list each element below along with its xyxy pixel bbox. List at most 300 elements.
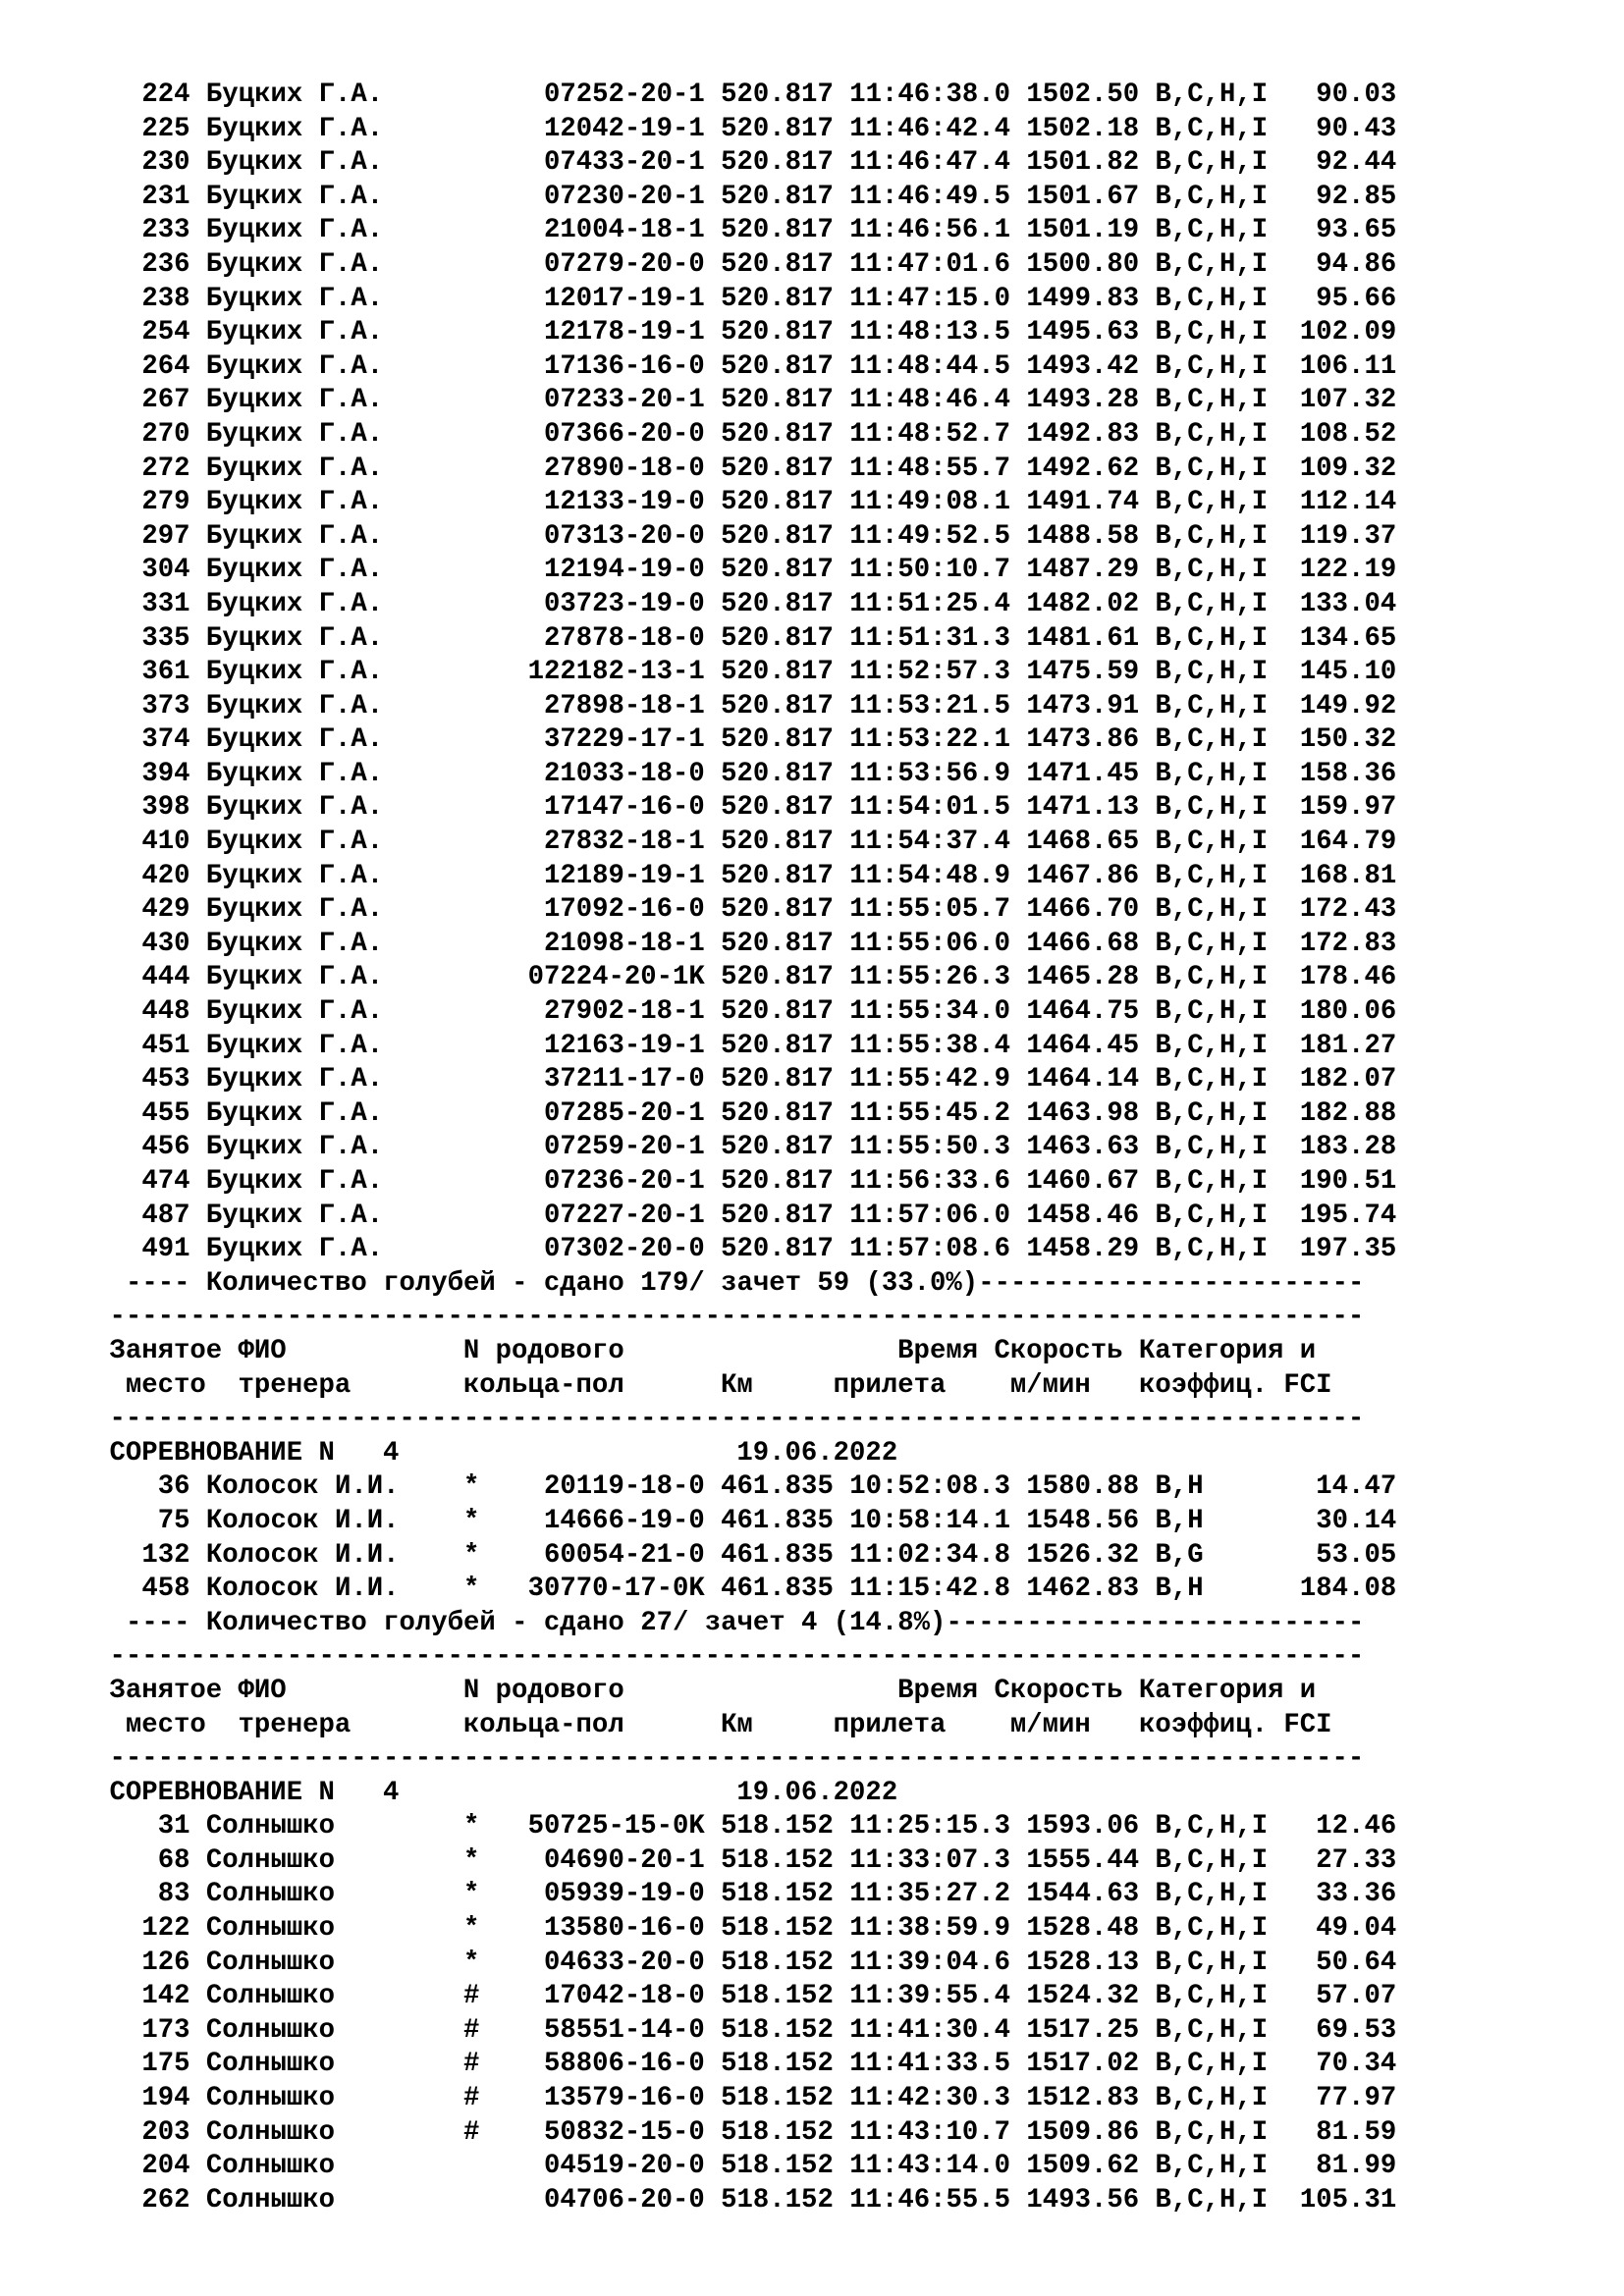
gap — [190, 657, 206, 687]
gap — [705, 147, 721, 178]
trainer-cell: Буцких Г.А. — [205, 1030, 464, 1061]
result-row — [126, 1470, 1598, 1505]
result-row — [126, 1573, 1598, 1607]
place-cell: 429 — [126, 894, 190, 926]
gap — [1139, 861, 1155, 891]
distance-cell: 518.152 — [721, 1981, 834, 2012]
gap — [190, 1913, 206, 1944]
gap — [1010, 792, 1026, 823]
dash: ------------------------------------------------------------------------------ — [109, 1641, 1365, 1673]
gap — [705, 861, 721, 891]
divider — [110, 1301, 1599, 1335]
distance-cell: 518.152 — [721, 2116, 834, 2148]
gap — [1139, 419, 1155, 450]
gap — [512, 2185, 527, 2216]
dash: ---- — [126, 1607, 206, 1638]
gap — [1010, 724, 1026, 755]
ring-cell: 21033-18-0 — [527, 758, 705, 789]
gap — [1268, 1710, 1283, 1740]
mark-cell — [463, 317, 512, 347]
arrival-time-cell: 11:43:10.7 — [849, 2116, 1011, 2148]
gap — [834, 1031, 849, 1061]
category-cell: B,C,H,I — [1155, 860, 1269, 891]
mark-cell — [463, 521, 512, 552]
col-km-header: Км — [688, 1369, 753, 1401]
result-row — [126, 146, 1598, 181]
gap — [1123, 1676, 1139, 1706]
gap — [1139, 521, 1155, 552]
gap — [1010, 1574, 1026, 1604]
arrival-time-cell: 11:47:15.0 — [849, 283, 1011, 314]
trainer-cell: Буцких Г.А. — [205, 113, 464, 144]
speed-cell: 1500.80 — [1026, 248, 1140, 280]
trainer-cell: Буцких Г.А. — [205, 453, 464, 484]
arrival-time-cell: 11:55:42.9 — [849, 1064, 1011, 1095]
speed-cell: 1462.83 — [1026, 1574, 1140, 1605]
col-trainer-header: ФИО — [238, 1335, 463, 1366]
speed-cell: 1524.32 — [1026, 1981, 1140, 2012]
gap — [512, 351, 527, 382]
mark-cell — [463, 657, 512, 687]
category-cell: B,C,H,I — [1155, 724, 1269, 756]
gap — [834, 114, 849, 144]
gap — [1010, 1913, 1026, 1944]
category-cell: B,C,H,I — [1155, 996, 1269, 1028]
coefficient-cell: 49.04 — [1268, 1913, 1397, 1945]
mark-cell — [463, 215, 512, 245]
arrival-time-cell: 11:41:30.4 — [849, 2014, 1011, 2046]
gap — [834, 657, 849, 687]
gap — [1010, 996, 1026, 1027]
category-cell: B,C,H,I — [1155, 827, 1269, 858]
trainer-cell: Колосок И.И. — [205, 1471, 464, 1503]
distance-cell: 518.152 — [721, 2184, 834, 2216]
gap — [834, 2015, 849, 2046]
place-cell: 335 — [126, 622, 190, 654]
gap — [1010, 182, 1026, 212]
distance-cell: 520.817 — [721, 80, 834, 110]
gap — [512, 929, 527, 959]
gap — [1139, 1471, 1155, 1502]
category-cell: B,C,H,I — [1155, 1879, 1269, 1910]
speed-cell: 1471.13 — [1026, 792, 1140, 824]
trainer-cell: Солнышко — [205, 2049, 464, 2080]
trainer-cell: Буцких Г.А. — [205, 928, 464, 959]
arrival-time-cell: 11:55:06.0 — [849, 928, 1011, 959]
gap — [1010, 215, 1026, 245]
category-cell: B,C,H,I — [1155, 1234, 1269, 1265]
place-cell: 458 — [126, 1574, 190, 1605]
gap — [705, 2083, 721, 2113]
coefficient-cell: 33.36 — [1268, 1879, 1397, 1910]
gap — [834, 2151, 849, 2181]
arrival-time-cell: 11:56:33.6 — [849, 1166, 1011, 1197]
arrival-time-cell: 11:39:55.4 — [849, 1981, 1011, 2012]
gap — [753, 1710, 834, 1740]
gap — [705, 1132, 721, 1162]
category-cell: B,C,H,I — [1155, 283, 1269, 314]
summary-text: Количество голубей - сдано 27/ зачет 4 (14.8%) — [205, 1607, 947, 1638]
coefficient-cell: 77.97 — [1268, 2083, 1397, 2114]
coefficient-cell: 30.14 — [1268, 1505, 1397, 1536]
mark-cell — [463, 996, 512, 1027]
gap — [705, 487, 721, 517]
col-ring-header-2: кольца-пол — [462, 1369, 689, 1401]
ring-cell: 07302-20-0 — [527, 1234, 705, 1265]
trainer-cell: Буцких Г.А. — [205, 418, 464, 450]
category-cell: B,C,H,I — [1155, 928, 1269, 959]
place-cell: 420 — [126, 860, 190, 891]
ring-cell: 12163-19-1 — [527, 1030, 705, 1061]
gap — [1139, 351, 1155, 382]
category-cell: B,C,H,I — [1155, 1200, 1269, 1231]
coefficient-cell: 69.53 — [1268, 2014, 1397, 2046]
gap — [834, 419, 849, 450]
gap — [834, 1913, 849, 1944]
trainer-cell: Солнышко — [205, 2151, 464, 2182]
result-row — [126, 350, 1598, 385]
gap — [705, 1981, 721, 2011]
coefficient-cell: 12.46 — [1268, 1811, 1397, 1842]
gap — [190, 894, 206, 925]
category-cell: B,C,H,I — [1155, 113, 1269, 144]
result-row — [126, 1539, 1598, 1574]
summary-line — [126, 1607, 1598, 1641]
ring-cell: 07227-20-1 — [527, 1200, 705, 1231]
trainer-cell: Солнышко — [205, 1879, 464, 1910]
col-category-header: Категория и — [1138, 1335, 1317, 1366]
gap — [512, 1948, 527, 1978]
speed-cell: 1463.63 — [1026, 1132, 1140, 1163]
trainer-cell: Буцких Г.А. — [205, 181, 464, 212]
coefficient-cell: 190.51 — [1268, 1166, 1397, 1197]
gap — [834, 317, 849, 347]
gap — [1010, 1879, 1026, 1909]
result-row — [126, 1233, 1598, 1267]
gap — [834, 1948, 849, 1978]
place-cell: 455 — [126, 1097, 190, 1129]
gap — [512, 759, 527, 789]
coefficient-cell: 197.35 — [1268, 1234, 1397, 1265]
mark-cell: * — [463, 1471, 513, 1503]
gap — [512, 147, 527, 178]
gap — [834, 861, 849, 891]
distance-cell: 518.152 — [721, 2083, 834, 2114]
result-row — [126, 860, 1598, 894]
gap — [1139, 1845, 1155, 1876]
place-cell: 142 — [126, 1981, 190, 2012]
mark-cell — [463, 249, 512, 280]
gap — [705, 691, 721, 721]
coefficient-cell: 168.81 — [1268, 860, 1397, 891]
gap — [512, 1845, 527, 1876]
speed-cell: 1468.65 — [1026, 827, 1140, 858]
gap — [190, 759, 206, 789]
place-cell: 279 — [126, 487, 190, 518]
coefficient-cell: 93.65 — [1268, 215, 1397, 246]
gap — [1139, 929, 1155, 959]
coefficient-cell: 27.33 — [1268, 1844, 1397, 1876]
result-row — [126, 1810, 1598, 1844]
result-row — [126, 1980, 1598, 2014]
place-cell: 68 — [126, 1844, 190, 1876]
gap — [1010, 1098, 1026, 1129]
gap — [834, 929, 849, 959]
category-cell: B,C,H,I — [1155, 894, 1269, 926]
speed-cell: 1466.70 — [1026, 894, 1140, 926]
result-row — [126, 316, 1598, 350]
trainer-cell: Буцких Г.А. — [205, 215, 464, 246]
result-row — [126, 1165, 1598, 1200]
ring-cell: 04633-20-0 — [527, 1947, 705, 1978]
mark-cell — [463, 861, 512, 891]
place-cell: 231 — [126, 181, 190, 212]
trainer-cell: Солнышко — [205, 1981, 464, 2012]
speed-cell: 1464.75 — [1026, 996, 1140, 1028]
gap — [512, 182, 527, 212]
gap — [190, 249, 206, 280]
distance-cell: 461.835 — [721, 1505, 834, 1536]
category-cell: B,C,H,I — [1155, 2014, 1269, 2046]
gap — [190, 284, 206, 314]
arrival-time-cell: 11:55:50.3 — [849, 1132, 1011, 1163]
speed-cell: 1499.83 — [1026, 283, 1140, 314]
gap — [705, 724, 721, 755]
gap — [190, 215, 206, 245]
result-row — [126, 2116, 1598, 2151]
gap — [1123, 1336, 1139, 1366]
gap — [512, 114, 527, 144]
trainer-cell: Буцких Г.А. — [205, 792, 464, 824]
place-cell: 304 — [126, 555, 190, 586]
gap — [190, 724, 206, 755]
dash: ------------------------------------------------------------------------------ — [109, 1302, 1365, 1333]
gap — [512, 1234, 527, 1264]
place-cell: 444 — [126, 962, 190, 993]
trainer-cell: Буцких Г.А. — [205, 520, 464, 552]
mark-cell — [463, 147, 512, 178]
gap — [1010, 385, 1026, 415]
arrival-time-cell: 11:33:07.3 — [849, 1844, 1011, 1876]
coefficient-cell: 178.46 — [1268, 962, 1397, 993]
speed-cell: 1465.28 — [1026, 962, 1140, 993]
gap — [705, 1201, 721, 1231]
mark-cell — [463, 827, 512, 857]
category-cell: B,C,H,I — [1155, 80, 1269, 110]
gap — [512, 2151, 527, 2181]
ring-cell: 12189-19-1 — [527, 860, 705, 891]
result-row — [126, 723, 1598, 758]
gap — [512, 385, 527, 415]
place-cell: 238 — [126, 283, 190, 314]
arrival-time-cell: 11:57:06.0 — [849, 1200, 1011, 1231]
gap — [705, 454, 721, 484]
ring-cell: 12133-19-0 — [527, 487, 705, 518]
category-cell: B,C,H,I — [1155, 1132, 1269, 1163]
result-row — [126, 181, 1598, 215]
speed-cell: 1528.48 — [1026, 1913, 1140, 1945]
gap — [1010, 1031, 1026, 1061]
gap — [1010, 2117, 1026, 2148]
arrival-time-cell: 11:53:56.9 — [849, 758, 1011, 789]
place-cell: 36 — [126, 1471, 190, 1503]
gap — [834, 454, 849, 484]
place-cell: 230 — [126, 147, 190, 179]
distance-cell: 520.817 — [721, 1097, 834, 1129]
mark-cell — [463, 114, 512, 144]
gap — [834, 2117, 849, 2148]
distance-cell: 518.152 — [721, 1879, 834, 1910]
trainer-cell: Солнышко — [205, 1913, 464, 1945]
trainer-cell: Буцких Г.А. — [205, 894, 464, 926]
ring-cell: 13579-16-0 — [527, 2083, 705, 2114]
speed-cell: 1555.44 — [1026, 1844, 1140, 1876]
ring-cell: 58551-14-0 — [527, 2014, 705, 2046]
place-cell: 487 — [126, 1200, 190, 1231]
gap — [1139, 1166, 1155, 1197]
speed-cell: 1487.29 — [1026, 555, 1140, 586]
gap — [512, 861, 527, 891]
place-cell: 254 — [126, 317, 190, 348]
gap — [834, 182, 849, 212]
ring-cell: 27890-18-0 — [527, 453, 705, 484]
trainer-cell: Буцких Г.А. — [205, 147, 464, 179]
distance-cell: 520.817 — [721, 385, 834, 416]
speed-cell: 1517.02 — [1026, 2049, 1140, 2080]
arrival-time-cell: 11:55:05.7 — [849, 894, 1011, 926]
gap — [512, 2083, 527, 2113]
distance-cell: 520.817 — [721, 248, 834, 280]
gap — [705, 182, 721, 212]
gap — [834, 2185, 849, 2216]
gap — [834, 1132, 849, 1162]
arrival-time-cell: 11:46:47.4 — [849, 147, 1011, 179]
gap — [512, 1506, 527, 1536]
category-cell: B,C,H,I — [1155, 2184, 1269, 2216]
col-coef-header: коэффиц. — [1138, 1709, 1268, 1740]
coefficient-cell: 108.52 — [1268, 418, 1397, 450]
result-row — [126, 2014, 1598, 2049]
gap — [1139, 249, 1155, 280]
gap — [190, 691, 206, 721]
category-cell: B,C,H,I — [1155, 520, 1269, 552]
gap — [190, 929, 206, 959]
arrival-time-cell: 11:57:08.6 — [849, 1234, 1011, 1265]
competition-label: СОРЕВНОВАНИЕ N — [109, 1437, 335, 1468]
distance-cell: 520.817 — [721, 894, 834, 926]
result-row — [126, 283, 1598, 317]
col-place-header-2: место — [109, 1369, 239, 1401]
category-cell: B,C,H,I — [1155, 962, 1269, 993]
gap — [512, 792, 527, 823]
gap — [1139, 1981, 1155, 2011]
ring-cell: 27878-18-0 — [527, 622, 705, 654]
result-row — [126, 1200, 1598, 1234]
gap — [834, 487, 849, 517]
category-cell: B,C,H,I — [1155, 1811, 1269, 1842]
mark-cell — [463, 929, 512, 959]
gap — [705, 114, 721, 144]
ring-cell: 04519-20-0 — [527, 2151, 705, 2182]
dash: -------------------------- — [946, 1607, 1365, 1638]
trainer-cell: Буцких Г.А. — [205, 487, 464, 518]
gap — [1010, 1506, 1026, 1536]
arrival-time-cell: 11:46:49.5 — [849, 181, 1011, 212]
place-cell: 122 — [126, 1913, 190, 1945]
trainer-cell: Буцких Г.А. — [205, 962, 464, 993]
trainer-cell: Буцких Г.А. — [205, 860, 464, 891]
gap — [190, 114, 206, 144]
distance-cell: 520.817 — [721, 928, 834, 959]
gap — [834, 80, 849, 110]
ring-cell: 13580-16-0 — [527, 1913, 705, 1945]
result-row — [126, 248, 1598, 283]
coefficient-cell: 145.10 — [1268, 657, 1397, 688]
gap — [512, 317, 527, 347]
speed-cell: 1491.74 — [1026, 487, 1140, 518]
arrival-time-cell: 11:52:57.3 — [849, 657, 1011, 688]
result-row — [126, 453, 1598, 487]
gap — [190, 1098, 206, 1129]
arrival-time-cell: 11:42:30.3 — [849, 2083, 1011, 2114]
distance-cell: 520.817 — [721, 453, 834, 484]
category-cell: B,C,H,I — [1155, 385, 1269, 416]
mark-cell — [463, 1132, 512, 1162]
gap — [1010, 827, 1026, 857]
coefficient-cell: 122.19 — [1268, 555, 1397, 586]
col-speed-unit-header: м/мин — [1009, 1709, 1091, 1740]
gap — [705, 996, 721, 1027]
speed-cell: 1492.62 — [1026, 453, 1140, 484]
gap — [705, 623, 721, 654]
mark-cell — [463, 589, 512, 619]
ring-cell: 50725-15-0K — [527, 1811, 705, 1842]
result-row — [126, 418, 1598, 453]
category-cell: B,C,H,I — [1155, 555, 1269, 586]
gap — [705, 2151, 721, 2181]
arrival-time-cell: 11:53:21.5 — [849, 690, 1011, 721]
mark-cell: * — [463, 1574, 513, 1605]
coefficient-cell: 53.05 — [1268, 1539, 1397, 1571]
result-row — [126, 1131, 1598, 1165]
ring-cell: 04706-20-0 — [527, 2184, 705, 2216]
gap — [834, 284, 849, 314]
gap — [190, 419, 206, 450]
col-coef-header: коэффиц. — [1138, 1369, 1268, 1401]
place-cell: 236 — [126, 248, 190, 280]
arrival-time-cell: 11:46:42.4 — [849, 113, 1011, 144]
place-cell: 224 — [126, 80, 190, 110]
coefficient-cell: 119.37 — [1268, 520, 1397, 552]
mark-cell: * — [463, 1947, 513, 1978]
ring-cell: 17147-16-0 — [527, 792, 705, 824]
ring-cell: 21098-18-1 — [527, 928, 705, 959]
result-row — [126, 1912, 1598, 1947]
trainer-cell: Солнышко — [205, 2083, 464, 2114]
gap — [1010, 1811, 1026, 1842]
trainer-cell: Колосок И.И. — [205, 1574, 464, 1605]
gap — [1010, 2015, 1026, 2046]
ring-cell: 14666-19-0 — [527, 1505, 705, 1536]
competition-date: 19.06.2022 — [736, 1777, 898, 1808]
arrival-time-cell: 11:48:52.7 — [849, 418, 1011, 450]
place-cell: 233 — [126, 215, 190, 246]
divider — [110, 1403, 1599, 1437]
gap — [1010, 1471, 1026, 1502]
speed-cell: 1548.56 — [1026, 1505, 1140, 1536]
distance-cell: 520.817 — [721, 283, 834, 314]
gap — [978, 1336, 994, 1366]
